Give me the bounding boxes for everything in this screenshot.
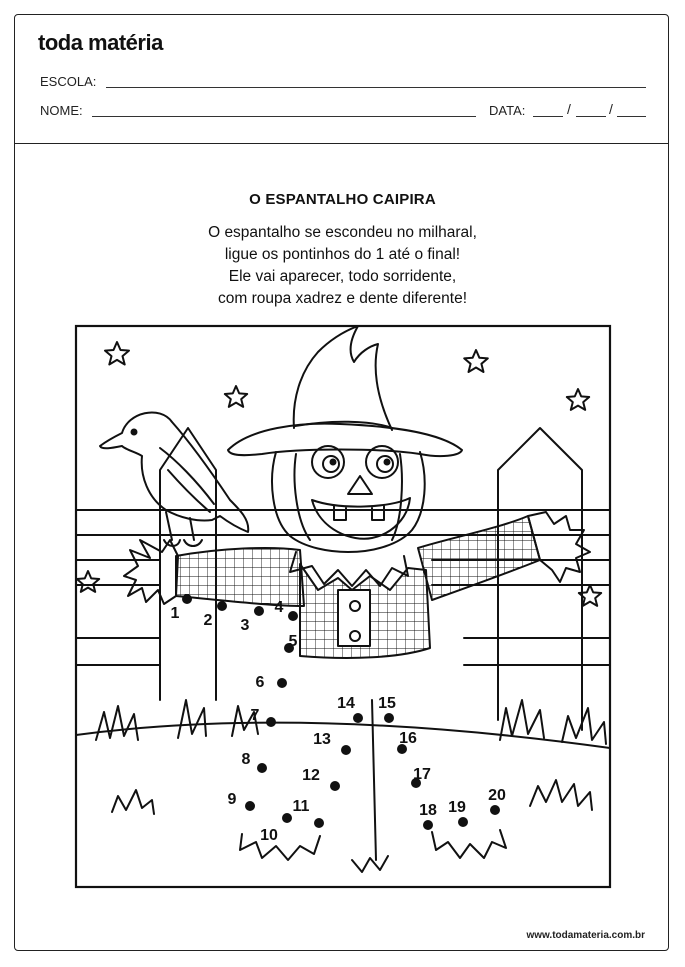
poem-line: com roupa xadrez e dente diferente! <box>217 290 467 307</box>
fence <box>76 428 610 730</box>
dot-13 <box>341 745 351 755</box>
dot-label-3: 3 <box>240 617 250 634</box>
brand-logo: toda matéria <box>38 30 163 55</box>
dot-label-19: 19 <box>448 799 466 816</box>
dot-18 <box>423 820 433 830</box>
date-separator: / <box>609 101 613 117</box>
poem-line: Ele vai aparecer, todo sorridente, <box>228 268 457 285</box>
dot-6 <box>277 678 287 688</box>
dot-14 <box>353 713 363 723</box>
dot-8 <box>257 763 267 773</box>
dot-label-1: 1 <box>170 605 180 622</box>
dot-20 <box>490 805 500 815</box>
dot-11 <box>314 818 324 828</box>
dot-label-6: 6 <box>255 674 265 691</box>
dot-label-14: 14 <box>337 695 355 712</box>
dot-12 <box>330 781 340 791</box>
dot-3 <box>254 606 264 616</box>
dot-19 <box>458 817 468 827</box>
dot-label-16: 16 <box>399 730 417 747</box>
poem-line: ligue os pontinhos do 1 até o final! <box>224 246 461 263</box>
trouser-cuffs <box>240 700 506 872</box>
left-sleeve <box>124 540 304 606</box>
dot-label-12: 12 <box>302 767 320 784</box>
right-sleeve <box>418 512 590 600</box>
dot-15 <box>384 713 394 723</box>
dot-label-11: 11 <box>292 798 310 815</box>
dot-10 <box>282 813 292 823</box>
dot-label-9: 9 <box>227 791 237 808</box>
activity-title: O ESPANTALHO CAIPIRA <box>249 191 436 208</box>
dot-label-7: 7 <box>250 707 260 724</box>
ground-line <box>76 723 610 748</box>
dot-label-18: 18 <box>419 802 437 819</box>
crow-illustration <box>100 412 248 546</box>
dot-label-15: 15 <box>378 695 396 712</box>
date-label: DATA: <box>489 103 526 118</box>
dot-7 <box>266 717 276 727</box>
dot-1 <box>182 594 192 604</box>
dot-label-8: 8 <box>241 751 251 768</box>
dot-2 <box>217 601 227 611</box>
dot-label-17: 17 <box>413 766 431 783</box>
name-label: NOME: <box>40 103 83 118</box>
dot-label-2: 2 <box>203 612 213 629</box>
dot-4 <box>288 611 298 621</box>
dot-label-13: 13 <box>313 731 331 748</box>
dot-9 <box>245 801 255 811</box>
poem-line: O espantalho se escondeu no milharal, <box>208 224 477 241</box>
pumpkin-head <box>272 446 425 552</box>
dot-label-5: 5 <box>288 633 298 650</box>
hat-illustration <box>228 326 462 456</box>
dot-label-10: 10 <box>260 827 278 844</box>
date-separator: / <box>567 101 571 117</box>
grass <box>96 700 606 814</box>
dot-label-4: 4 <box>274 599 284 616</box>
school-label: ESCOLA: <box>40 74 97 89</box>
footer-website: www.todamateria.com.br <box>526 930 645 941</box>
dot-label-20: 20 <box>488 787 506 804</box>
